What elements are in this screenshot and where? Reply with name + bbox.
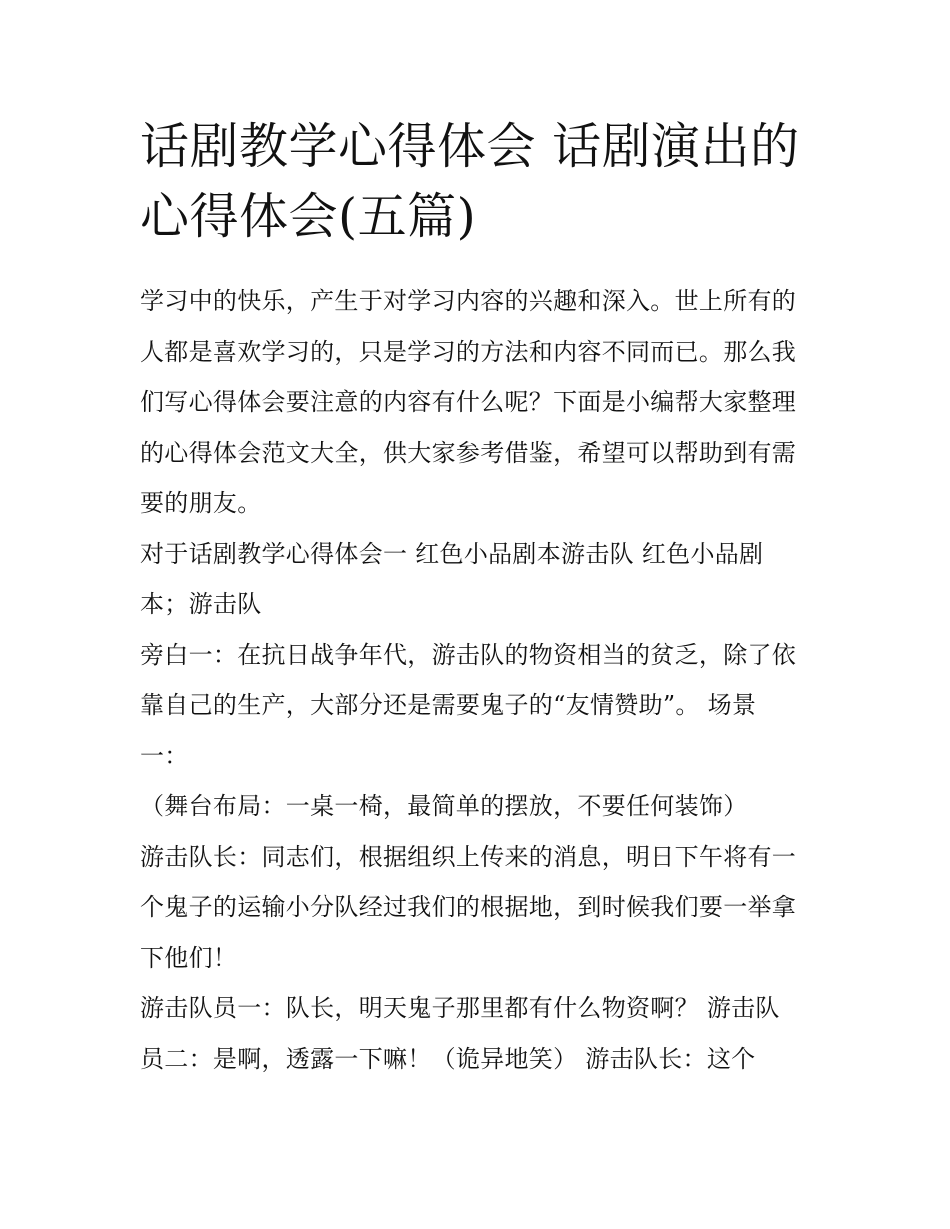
body-line: 人都是喜欢学习的，只是学习的方法和内容不同而已。那么我 (140, 337, 797, 366)
body-line: 员二：是啊，透露一下嘛！（诡异地笑） 游击队长：这个 (140, 1044, 756, 1073)
body-line: 们写心得体会要注意的内容有什么呢？下面是小编帮大家整理 (140, 388, 797, 416)
body-line: 靠自己的生产，大部分还是需要鬼子的“友情赞助”。 场景 (140, 691, 757, 719)
body-line: 游击队长：同志们，根据组织上传来的消息，明日下午将有一 (140, 842, 797, 871)
body-line: 下他们！ (140, 943, 238, 972)
body-line: 个鬼子的运输小分队经过我们的根据地，到时候我们要一举拿 (140, 893, 797, 921)
body-line: 本；游击队 (140, 590, 262, 618)
document-title (140, 112, 830, 252)
body-line: 对于话剧教学心得体会一 红色小品剧本游击队 红色小品剧 (140, 539, 764, 568)
body-line: 要的朋友。 (140, 489, 262, 517)
body-line: 一： (140, 741, 189, 770)
body-line: 的心得体会范文大全，供大家参考借鉴，希望可以帮助到有需 (140, 438, 797, 467)
title-line: 话剧教学心得体会 话剧演出的 (140, 118, 800, 175)
body-line: （舞台布局：一桌一椅，最简单的摆放，不要任何装饰） (140, 792, 748, 820)
body-line: 旁白一：在抗日战争年代，游击队的物资相当的贫乏，除了依 (140, 640, 797, 669)
title-line: 心得体会(五篇) (140, 188, 477, 245)
body-line: 游击队员一：队长，明天鬼子那里都有什么物资啊？ 游击队 (140, 994, 780, 1022)
body-line: 学习中的快乐，产生于对学习内容的兴趣和深入。世上所有的 (140, 287, 797, 315)
document-body (140, 276, 830, 1084)
